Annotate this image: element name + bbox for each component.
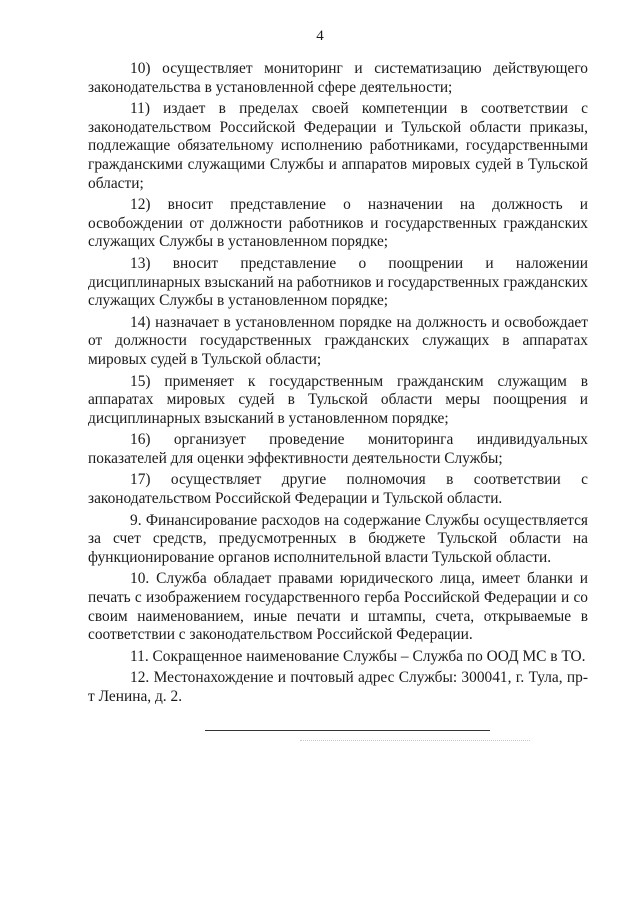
- paragraph-item-12: 12) вносит представление о назначении на должность и освобождении от должности работников и государственных гражданских служащих Службы в установленном порядке;: [88, 196, 588, 251]
- scan-artifact-line: [300, 740, 530, 741]
- paragraph-item-17: 17) осуществляет другие полномочия в соответствии с законодательством Российской Федерации и Тульской области.: [88, 471, 588, 508]
- page-number: 4: [316, 28, 324, 44]
- closing-divider-line: [205, 730, 490, 731]
- paragraph-item-11: 11) издает в пределах своей компетенции в соответствии с законодательством Российской Федерации и Тульской области приказы, подлежащие обязательному исполнению работниками, государственными гражданскими служащими Службы и аппаратов мировых судей в Тульской области;: [88, 100, 588, 192]
- paragraph-section-10: 10. Служба обладает правами юридического лица, имеет бланки и печать с изображением государственного герба Российской Федерации и со своим наименованием, иные печати и штампы, счета, открываемые в соответствии с законодательством Российской Федерации.: [88, 570, 588, 644]
- paragraph-item-16: 16) организует проведение мониторинга индивидуальных показателей для оценки эффективности деятельности Службы;: [88, 431, 588, 467]
- paragraph-item-13: 13) вносит представление о поощрении и наложении дисциплинарных взысканий на работников и государственных гражданских служащих Службы в установленном порядке;: [88, 254, 588, 310]
- paragraph-section-9: 9. Финансирование расходов на содержание Службы осуществляется за счет средств, предусмотренных в бюджете Тульской области на функционирование органов исполнительной власти Тульской области.: [88, 511, 588, 566]
- paragraph-section-11: 11. Сокращенное наименование Службы – Служба по ООД МС в ТО.: [130, 647, 586, 665]
- document-body: [88, 60, 588, 710]
- paragraph-item-15: 15) применяет к государственным гражданским служащим в аппаратах мировых судей в Тульской области меры поощрения и дисциплинарных взысканий в установленном порядке;: [88, 372, 588, 427]
- paragraph-item-10: 10) осуществляет мониторинг и систематизацию действующего законодательства в установленной сфере деятельности;: [88, 60, 588, 96]
- paragraph-item-14: 14) назначает в установленном порядке на должность и освобождает от должности государственных гражданских служащих в аппаратах мировых судей в Тульской области;: [88, 313, 588, 368]
- paragraph-section-12: 12. Местонахождение и почтовый адрес Службы: 300041, г. Тула, пр-т Ленина, д. 2.: [88, 669, 588, 705]
